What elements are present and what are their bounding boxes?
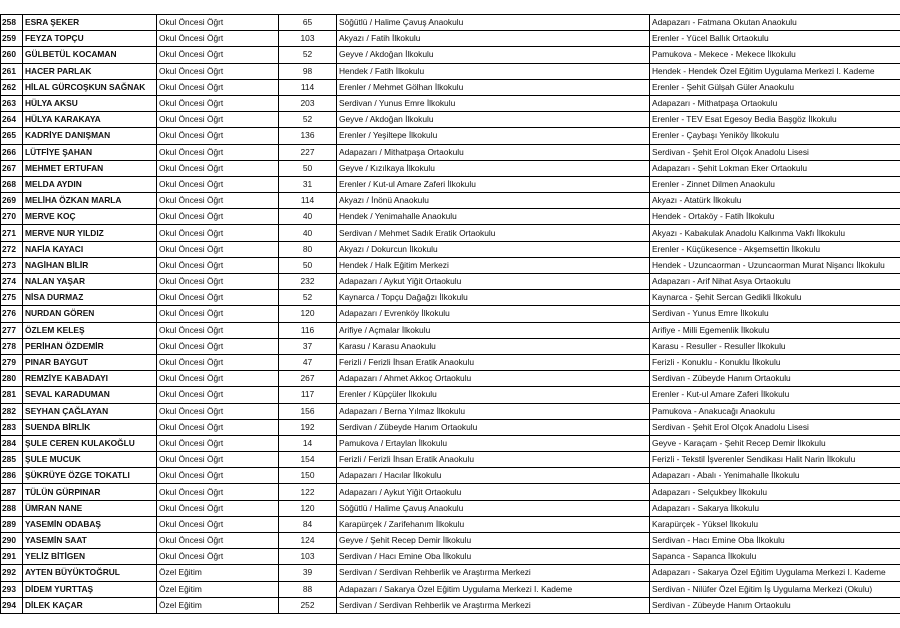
current-school-cell: Arifiye / Açmalar İlkokulu [337, 322, 650, 338]
branch-cell: Okul Öncesi Öğrt [157, 209, 279, 225]
teacher-name-cell: HİLAL GÜRCOŞKUN SAĞNAK [23, 79, 157, 95]
current-school-cell: Kaynarca / Topçu Dağağzı İlkokulu [337, 290, 650, 306]
placement-school-cell: Arifiye - Milli Egemenlik İlkokulu [650, 322, 900, 338]
placement-school-cell: Erenler - Çaybaşı Yeniköy İlkokulu [650, 128, 900, 144]
current-school-cell: Serdivan / Zübeyde Hanım Ortaokulu [337, 419, 650, 435]
row-number-cell: 269 [1, 193, 23, 209]
assignment-table [0, 14, 900, 614]
branch-cell: Okul Öncesi Öğrt [157, 500, 279, 516]
branch-cell: Özel Eğitim [157, 597, 279, 613]
row-number-cell: 286 [1, 468, 23, 484]
table-row [1, 533, 900, 549]
placement-school-cell: Serdivan - Şehit Erol Olçok Anadolu Lisesi [650, 144, 900, 160]
row-number-cell: 294 [1, 597, 23, 613]
table-row [1, 371, 900, 387]
current-school-cell: Söğütlü / Halime Çavuş Anaokulu [337, 500, 650, 516]
service-points-cell: 14 [279, 435, 337, 451]
table-row [1, 565, 900, 581]
teacher-name-cell: GÜLBETÜL KOCAMAN [23, 47, 157, 63]
table-row [1, 354, 900, 370]
placement-school-cell: Hendek - Uzuncaorman - Uzuncaorman Murat Nişancı İlkokulu [650, 257, 900, 273]
current-school-cell: Erenler / Mehmet Gölhan İlkokulu [337, 79, 650, 95]
current-school-cell: Ferizli / Ferizli İhsan Eratik Anaokulu [337, 452, 650, 468]
teacher-name-cell: ŞÜKRÜYE ÖZGE TOKATLI [23, 468, 157, 484]
row-number-cell: 288 [1, 500, 23, 516]
current-school-cell: Adapazarı / Sakarya Özel Eğitim Uygulama Merkezi I. Kademe [337, 581, 650, 597]
row-number-cell: 264 [1, 112, 23, 128]
branch-cell: Okul Öncesi Öğrt [157, 516, 279, 532]
teacher-name-cell: HACER PARLAK [23, 63, 157, 79]
teacher-name-cell: SEYHAN ÇAĞLAYAN [23, 403, 157, 419]
current-school-cell: Adapazarı / Aykut Yiğit Ortaokulu [337, 484, 650, 500]
current-school-cell: Serdivan / Hacı Emine Oba İlkokulu [337, 549, 650, 565]
teacher-name-cell: ÜMRAN NANE [23, 500, 157, 516]
current-school-cell: Hendek / Yenimahalle Anaokulu [337, 209, 650, 225]
table-row [1, 31, 900, 47]
branch-cell: Okul Öncesi Öğrt [157, 387, 279, 403]
placement-school-cell: Karapürçek - Yüksel İlkokulu [650, 516, 900, 532]
service-points-cell: 52 [279, 290, 337, 306]
branch-cell: Okul Öncesi Öğrt [157, 533, 279, 549]
current-school-cell: Akyazı / Fatih İlkokulu [337, 31, 650, 47]
placement-school-cell: Adapazarı - Arif Nihat Asya Ortaokulu [650, 274, 900, 290]
service-points-cell: 52 [279, 112, 337, 128]
table-row [1, 597, 900, 613]
row-number-cell: 280 [1, 371, 23, 387]
current-school-cell: Adapazarı / Evrenköy İlkokulu [337, 306, 650, 322]
placement-school-cell: Pamukova - Mekece - Mekece İlkokulu [650, 47, 900, 63]
placement-school-cell: Geyve - Karaçam - Şehit Recep Demir İlkokulu [650, 435, 900, 451]
current-school-cell: Erenler / Küpçüler İlkokulu [337, 387, 650, 403]
placement-school-cell: Hendek - Hendek Özel Eğitim Uygulama Merkezi I. Kademe [650, 63, 900, 79]
teacher-name-cell: YELİZ BİTİGEN [23, 549, 157, 565]
table-row [1, 419, 900, 435]
teacher-name-cell: REMZİYE KABADAYI [23, 371, 157, 387]
service-points-cell: 117 [279, 387, 337, 403]
current-school-cell: Adapazarı / Ahmet Akkoç Ortaokulu [337, 371, 650, 387]
placement-school-cell: Pamukova - Anakucağı Anaokulu [650, 403, 900, 419]
placement-school-cell: Adapazarı - Abalı - Yenimahalle İlkokulu [650, 468, 900, 484]
table-row [1, 549, 900, 565]
row-number-cell: 275 [1, 290, 23, 306]
branch-cell: Okul Öncesi Öğrt [157, 468, 279, 484]
branch-cell: Okul Öncesi Öğrt [157, 15, 279, 31]
teacher-name-cell: LÜTFİYE ŞAHAN [23, 144, 157, 160]
service-points-cell: 227 [279, 144, 337, 160]
branch-cell: Okul Öncesi Öğrt [157, 419, 279, 435]
row-number-cell: 266 [1, 144, 23, 160]
service-points-cell: 203 [279, 95, 337, 111]
teacher-name-cell: MERVE NUR YILDIZ [23, 225, 157, 241]
current-school-cell: Adapazarı / Berna Yılmaz İlkokulu [337, 403, 650, 419]
service-points-cell: 50 [279, 257, 337, 273]
teacher-name-cell: DİLEK KAÇAR [23, 597, 157, 613]
teacher-name-cell: YASEMİN SAAT [23, 533, 157, 549]
service-points-cell: 150 [279, 468, 337, 484]
branch-cell: Okul Öncesi Öğrt [157, 79, 279, 95]
table-row [1, 484, 900, 500]
placement-school-cell: Serdivan - Zübeyde Hanım Ortaokulu [650, 597, 900, 613]
row-number-cell: 274 [1, 274, 23, 290]
service-points-cell: 267 [279, 371, 337, 387]
current-school-cell: Hendek / Fatih İlkokulu [337, 63, 650, 79]
teacher-name-cell: YASEMİN ODABAŞ [23, 516, 157, 532]
row-number-cell: 287 [1, 484, 23, 500]
table-row [1, 193, 900, 209]
placement-school-cell: Erenler - Küçükesence - Akşemsettin İlkokulu [650, 241, 900, 257]
row-number-cell: 285 [1, 452, 23, 468]
placement-school-cell: Serdivan - Nilüfer Özel Eğitim İş Uygulama Merkezi (Okulu) [650, 581, 900, 597]
service-points-cell: 31 [279, 176, 337, 192]
branch-cell: Okul Öncesi Öğrt [157, 403, 279, 419]
placement-school-cell: Erenler - Kut-ul Amare Zaferi İlkokulu [650, 387, 900, 403]
table-row [1, 290, 900, 306]
service-points-cell: 120 [279, 500, 337, 516]
teacher-name-cell: DİDEM YURTTAŞ [23, 581, 157, 597]
service-points-cell: 84 [279, 516, 337, 532]
table-row [1, 500, 900, 516]
row-number-cell: 272 [1, 241, 23, 257]
row-number-cell: 292 [1, 565, 23, 581]
table-row [1, 47, 900, 63]
service-points-cell: 50 [279, 160, 337, 176]
table-row [1, 516, 900, 532]
current-school-cell: Serdivan / Serdivan Rehberlik ve Araştırma Merkezi [337, 565, 650, 581]
row-number-cell: 279 [1, 354, 23, 370]
row-number-cell: 271 [1, 225, 23, 241]
current-school-cell: Erenler / Kut-ul Amare Zaferi İlkokulu [337, 176, 650, 192]
placement-school-cell: Kaynarca - Şehit Sercan Gedikli İlkokulu [650, 290, 900, 306]
table-row [1, 112, 900, 128]
service-points-cell: 103 [279, 549, 337, 565]
branch-cell: Okul Öncesi Öğrt [157, 371, 279, 387]
branch-cell: Okul Öncesi Öğrt [157, 112, 279, 128]
row-number-cell: 282 [1, 403, 23, 419]
service-points-cell: 65 [279, 15, 337, 31]
service-points-cell: 192 [279, 419, 337, 435]
current-school-cell: Akyazı / Dokurcun İlkokulu [337, 241, 650, 257]
table-row [1, 63, 900, 79]
branch-cell: Okul Öncesi Öğrt [157, 47, 279, 63]
teacher-name-cell: NALAN YAŞAR [23, 274, 157, 290]
branch-cell: Okul Öncesi Öğrt [157, 176, 279, 192]
branch-cell: Okul Öncesi Öğrt [157, 290, 279, 306]
branch-cell: Okul Öncesi Öğrt [157, 274, 279, 290]
current-school-cell: Akyazı / İnönü Anaokulu [337, 193, 650, 209]
service-points-cell: 40 [279, 225, 337, 241]
service-points-cell: 120 [279, 306, 337, 322]
branch-cell: Okul Öncesi Öğrt [157, 31, 279, 47]
current-school-cell: Karapürçek / Zarifehanım İlkokulu [337, 516, 650, 532]
placement-school-cell: Erenler - Zinnet Dilmen Anaokulu [650, 176, 900, 192]
teacher-name-cell: NAGİHAN BİLİR [23, 257, 157, 273]
placement-school-cell: Akyazı - Kabakulak Anadolu Kalkınma Vakfı İlkokulu [650, 225, 900, 241]
placement-school-cell: Adapazarı - Selçukbey İlkokulu [650, 484, 900, 500]
current-school-cell: Serdivan / Mehmet Sadık Eratik Ortaokulu [337, 225, 650, 241]
placement-school-cell: Hendek - Ortaköy - Fatih İlkokulu [650, 209, 900, 225]
table-row [1, 468, 900, 484]
table-row [1, 274, 900, 290]
table-row [1, 257, 900, 273]
current-school-cell: Karasu / Karasu Anaokulu [337, 338, 650, 354]
row-number-cell: 261 [1, 63, 23, 79]
branch-cell: Özel Eğitim [157, 581, 279, 597]
service-points-cell: 103 [279, 31, 337, 47]
service-points-cell: 156 [279, 403, 337, 419]
placement-school-cell: Serdivan - Yunus Emre İlkokulu [650, 306, 900, 322]
current-school-cell: Adapazarı / Aykut Yiğit Ortaokulu [337, 274, 650, 290]
service-points-cell: 37 [279, 338, 337, 354]
row-number-cell: 273 [1, 257, 23, 273]
table-row [1, 225, 900, 241]
placement-school-cell: Adapazarı - Fatmana Okutan Anaokulu [650, 15, 900, 31]
teacher-name-cell: SUENDA BİRLİK [23, 419, 157, 435]
placement-school-cell: Serdivan - Hacı Emine Oba İlkokulu [650, 533, 900, 549]
service-points-cell: 40 [279, 209, 337, 225]
table-row [1, 306, 900, 322]
current-school-cell: Geyve / Akdoğan İlkokulu [337, 112, 650, 128]
table-row [1, 79, 900, 95]
placement-school-cell: Karasu - Resuller - Resuller İlkokulu [650, 338, 900, 354]
service-points-cell: 232 [279, 274, 337, 290]
branch-cell: Okul Öncesi Öğrt [157, 63, 279, 79]
service-points-cell: 124 [279, 533, 337, 549]
placement-school-cell: Adapazarı - Sakarya İlkokulu [650, 500, 900, 516]
service-points-cell: 136 [279, 128, 337, 144]
row-number-cell: 258 [1, 15, 23, 31]
placement-school-cell: Adapazarı - Mithatpaşa Ortaokulu [650, 95, 900, 111]
table-row [1, 128, 900, 144]
table-row [1, 322, 900, 338]
current-school-cell: Pamukova / Ertaylan İlkokulu [337, 435, 650, 451]
teacher-name-cell: PERİHAN ÖZDEMİR [23, 338, 157, 354]
current-school-cell: Hendek / Halk Eğitim Merkezi [337, 257, 650, 273]
teacher-name-cell: MEHMET ERTUFAN [23, 160, 157, 176]
row-number-cell: 262 [1, 79, 23, 95]
service-points-cell: 252 [279, 597, 337, 613]
row-number-cell: 276 [1, 306, 23, 322]
teacher-name-cell: NİSA DURMAZ [23, 290, 157, 306]
table-body [1, 15, 900, 614]
service-points-cell: 114 [279, 79, 337, 95]
service-points-cell: 154 [279, 452, 337, 468]
row-number-cell: 263 [1, 95, 23, 111]
table-row [1, 144, 900, 160]
row-number-cell: 290 [1, 533, 23, 549]
table-row [1, 403, 900, 419]
teacher-name-cell: KADRİYE DANIŞMAN [23, 128, 157, 144]
teacher-name-cell: ŞULE CEREN KULAKOĞLU [23, 435, 157, 451]
row-number-cell: 270 [1, 209, 23, 225]
branch-cell: Okul Öncesi Öğrt [157, 484, 279, 500]
table-row [1, 209, 900, 225]
placement-school-cell: Adapazarı - Sakarya Özel Eğitim Uygulama Merkezi I. Kademe [650, 565, 900, 581]
row-number-cell: 260 [1, 47, 23, 63]
branch-cell: Okul Öncesi Öğrt [157, 257, 279, 273]
row-number-cell: 268 [1, 176, 23, 192]
table-row [1, 581, 900, 597]
row-number-cell: 289 [1, 516, 23, 532]
branch-cell: Okul Öncesi Öğrt [157, 354, 279, 370]
current-school-cell: Ferizli / Ferizli İhsan Eratik Anaokulu [337, 354, 650, 370]
teacher-name-cell: HÜLYA KARAKAYA [23, 112, 157, 128]
branch-cell: Okul Öncesi Öğrt [157, 95, 279, 111]
teacher-name-cell: ŞULE MUCUK [23, 452, 157, 468]
row-number-cell: 267 [1, 160, 23, 176]
row-number-cell: 278 [1, 338, 23, 354]
row-number-cell: 265 [1, 128, 23, 144]
placement-school-cell: Adapazarı - Şehit Lokman Eker Ortaokulu [650, 160, 900, 176]
current-school-cell: Adapazarı / Hacılar İlkokulu [337, 468, 650, 484]
table-row [1, 435, 900, 451]
current-school-cell: Erenler / Yeşiltepe İlkokulu [337, 128, 650, 144]
current-school-cell: Geyve / Kızılkaya İlkokulu [337, 160, 650, 176]
teacher-name-cell: SEVAL KARADUMAN [23, 387, 157, 403]
row-number-cell: 277 [1, 322, 23, 338]
service-points-cell: 98 [279, 63, 337, 79]
table-row [1, 338, 900, 354]
current-school-cell: Söğütlü / Halime Çavuş Anaokulu [337, 15, 650, 31]
service-points-cell: 47 [279, 354, 337, 370]
teacher-name-cell: ÖZLEM KELEŞ [23, 322, 157, 338]
branch-cell: Okul Öncesi Öğrt [157, 306, 279, 322]
table-row [1, 15, 900, 31]
teacher-name-cell: PINAR BAYGUT [23, 354, 157, 370]
row-number-cell: 281 [1, 387, 23, 403]
table-row [1, 452, 900, 468]
teacher-name-cell: FEYZA TOPÇU [23, 31, 157, 47]
placement-school-cell: Akyazı - Atatürk İlkokulu [650, 193, 900, 209]
row-number-cell: 291 [1, 549, 23, 565]
branch-cell: Okul Öncesi Öğrt [157, 128, 279, 144]
branch-cell: Özel Eğitim [157, 565, 279, 581]
teacher-name-cell: AYTEN BÜYÜKTOĞRUL [23, 565, 157, 581]
branch-cell: Okul Öncesi Öğrt [157, 193, 279, 209]
teacher-name-cell: NURDAN GÖREN [23, 306, 157, 322]
teacher-name-cell: ESRA ŞEKER [23, 15, 157, 31]
row-number-cell: 259 [1, 31, 23, 47]
current-school-cell: Serdivan / Serdivan Rehberlik ve Araştırma Merkezi [337, 597, 650, 613]
placement-school-cell: Ferizli - Tekstil İşverenler Sendikası Halit Narin İlkokulu [650, 452, 900, 468]
teacher-name-cell: NAFİA KAYACI [23, 241, 157, 257]
current-school-cell: Adapazarı / Mithatpaşa Ortaokulu [337, 144, 650, 160]
row-number-cell: 293 [1, 581, 23, 597]
row-number-cell: 283 [1, 419, 23, 435]
current-school-cell: Serdivan / Yunus Emre İlkokulu [337, 95, 650, 111]
branch-cell: Okul Öncesi Öğrt [157, 144, 279, 160]
service-points-cell: 88 [279, 581, 337, 597]
teacher-name-cell: TÜLÜN GÜRPINAR [23, 484, 157, 500]
table-row [1, 95, 900, 111]
branch-cell: Okul Öncesi Öğrt [157, 435, 279, 451]
placement-school-cell: Erenler - Şehit Gülşah Güler Anaokulu [650, 79, 900, 95]
placement-school-cell: Erenler - Yücel Ballık Ortaokulu [650, 31, 900, 47]
service-points-cell: 39 [279, 565, 337, 581]
document-page [0, 14, 900, 614]
table-row [1, 160, 900, 176]
row-number-cell: 284 [1, 435, 23, 451]
teacher-name-cell: HÜLYA AKSU [23, 95, 157, 111]
placement-school-cell: Sapanca - Sapanca İlkokulu [650, 549, 900, 565]
branch-cell: Okul Öncesi Öğrt [157, 160, 279, 176]
table-row [1, 241, 900, 257]
branch-cell: Okul Öncesi Öğrt [157, 338, 279, 354]
teacher-name-cell: MERVE KOÇ [23, 209, 157, 225]
current-school-cell: Geyve / Akdoğan İlkokulu [337, 47, 650, 63]
branch-cell: Okul Öncesi Öğrt [157, 322, 279, 338]
placement-school-cell: Ferizli - Konuklu - Konuklu İlkokulu [650, 354, 900, 370]
teacher-name-cell: MELİHA ÖZKAN MARLA [23, 193, 157, 209]
placement-school-cell: Erenler - TEV Esat Egesoy Bedia Başgöz İlkokulu [650, 112, 900, 128]
branch-cell: Okul Öncesi Öğrt [157, 225, 279, 241]
table-row [1, 176, 900, 192]
service-points-cell: 80 [279, 241, 337, 257]
current-school-cell: Geyve / Şehit Recep Demir İlkokulu [337, 533, 650, 549]
branch-cell: Okul Öncesi Öğrt [157, 241, 279, 257]
table-row [1, 387, 900, 403]
service-points-cell: 122 [279, 484, 337, 500]
branch-cell: Okul Öncesi Öğrt [157, 549, 279, 565]
service-points-cell: 116 [279, 322, 337, 338]
branch-cell: Okul Öncesi Öğrt [157, 452, 279, 468]
placement-school-cell: Serdivan - Şehit Erol Olçok Anadolu Lisesi [650, 419, 900, 435]
teacher-name-cell: MELDA AYDIN [23, 176, 157, 192]
service-points-cell: 52 [279, 47, 337, 63]
service-points-cell: 114 [279, 193, 337, 209]
placement-school-cell: Serdivan - Zübeyde Hanım Ortaokulu [650, 371, 900, 387]
